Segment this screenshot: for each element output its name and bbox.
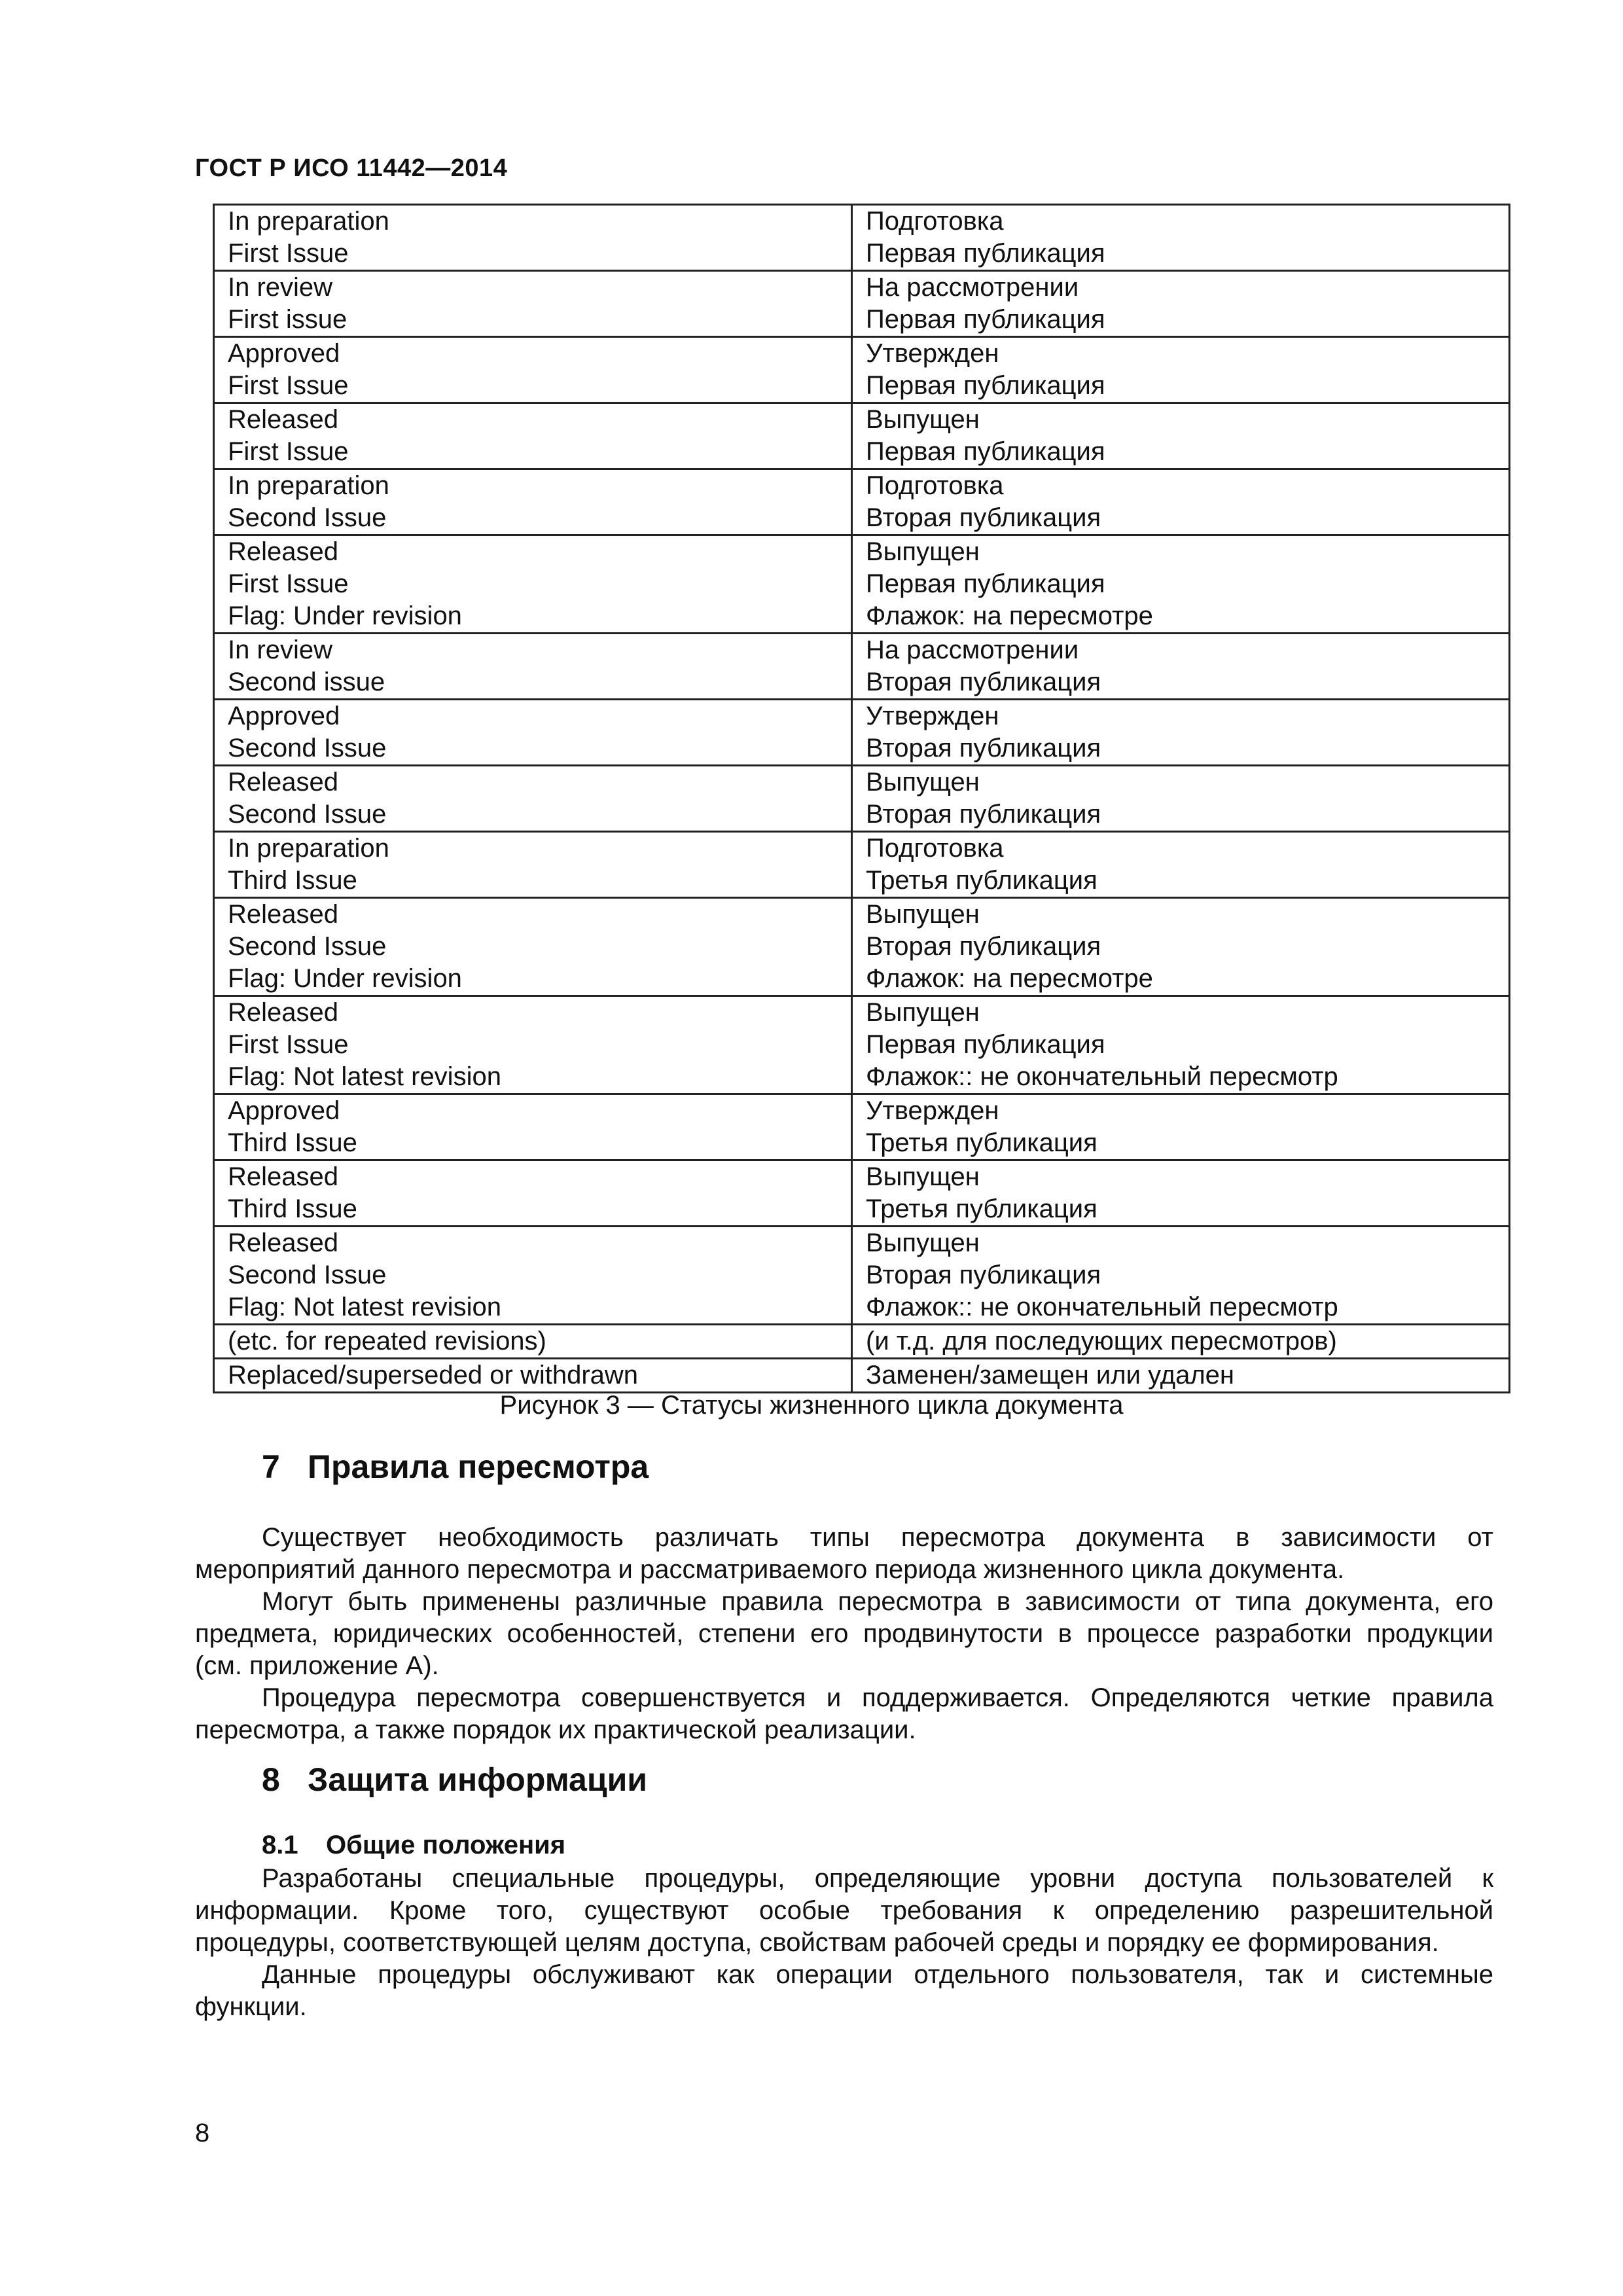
english-status-cell <box>214 469 852 535</box>
table-row <box>214 1359 1510 1393</box>
status-line: Подготовка <box>866 834 1004 863</box>
status-line: Подготовка <box>866 207 1004 236</box>
english-status-cell <box>214 898 852 996</box>
subsection-8-1-number: 8.1 <box>262 1831 298 1859</box>
status-line: In review <box>228 273 333 302</box>
russian-status-cell <box>852 403 1510 469</box>
status-line: Выпущен <box>866 1229 980 1257</box>
paragraph-line: Данные процедуры обслуживают как операции отдельного пользователя, так и системные <box>262 1960 1493 1989</box>
table-row <box>214 1325 1510 1359</box>
table-row <box>214 634 1510 700</box>
english-status-cell <box>214 996 852 1094</box>
section-7-paragraph-1 <box>195 1522 1493 1586</box>
status-line: Second Issue <box>228 734 387 762</box>
status-line: Third Issue <box>228 1128 357 1157</box>
paragraph-line: Могут быть применены различные правила пересмотра в зависимости от типа документа, его <box>262 1587 1493 1616</box>
status-line: Вторая публикация <box>866 1261 1101 1289</box>
status-line: Выпущен <box>866 1162 980 1191</box>
lifecycle-status-table <box>213 204 1510 1393</box>
english-status-cell <box>214 205 852 271</box>
russian-status-cell <box>852 766 1510 832</box>
paragraph-line: Существует необходимость различать типы пересмотра документа в зависимости от <box>262 1523 1493 1552</box>
english-status-cell <box>214 634 852 700</box>
english-status-cell <box>214 1359 852 1393</box>
status-line: Flag: Under revision <box>228 964 462 993</box>
status-line: In review <box>228 636 333 664</box>
status-line: Утвержден <box>866 702 999 730</box>
english-status-cell <box>214 766 852 832</box>
status-line: Second Issue <box>228 800 387 829</box>
russian-status-cell <box>852 996 1510 1094</box>
status-line: Третья публикация <box>866 1194 1097 1223</box>
english-status-cell <box>214 271 852 337</box>
russian-status-cell <box>852 337 1510 403</box>
english-status-cell <box>214 1325 852 1359</box>
status-line: На рассмотрении <box>866 273 1079 302</box>
english-status-cell <box>214 832 852 898</box>
status-line: Флажок: на пересмотре <box>866 964 1153 993</box>
section-7-title: Правила пересмотра <box>308 1448 649 1485</box>
english-status-cell <box>214 337 852 403</box>
english-status-cell <box>214 1094 852 1160</box>
russian-status-cell <box>852 634 1510 700</box>
russian-status-cell <box>852 469 1510 535</box>
table-row <box>214 996 1510 1094</box>
status-line: Первая публикация <box>866 371 1105 400</box>
russian-status-cell <box>852 535 1510 634</box>
status-line: Утвержден <box>866 1096 999 1125</box>
status-line: Третья публикация <box>866 1128 1097 1157</box>
status-line: Third Issue <box>228 1194 357 1223</box>
paragraph-line: процедуры, соответствующей целям доступа, свойствам рабочей среды и порядку ее формирования. <box>195 1928 1439 1957</box>
status-line: Флажок: на пересмотре <box>866 601 1153 630</box>
russian-status-cell <box>852 832 1510 898</box>
paragraph-line: мероприятий данного пересмотра и рассматриваемого периода жизненного цикла документа. <box>195 1555 1345 1584</box>
status-line: Флажок:: не окончательный пересмотр <box>866 1062 1338 1091</box>
status-table-body <box>214 205 1510 1393</box>
paragraph-line: Разработаны специальные процедуры, определяющие уровни доступа пользователей к <box>262 1864 1493 1893</box>
section-8-paragraph-2 <box>195 1959 1493 2023</box>
status-line: (etc. for repeated revisions) <box>228 1327 546 1355</box>
status-line: First Issue <box>228 437 349 466</box>
russian-status-cell <box>852 898 1510 996</box>
status-line: Вторая публикация <box>866 800 1101 829</box>
status-line: Выпущен <box>866 768 980 797</box>
status-line: Выпущен <box>866 405 980 434</box>
status-line: Released <box>228 405 339 434</box>
table-row <box>214 898 1510 996</box>
status-line: (и т.д. для последующих пересмотров) <box>866 1327 1337 1355</box>
table-row <box>214 766 1510 832</box>
paragraph-line: (см. приложение А). <box>195 1651 439 1680</box>
russian-status-cell <box>852 700 1510 766</box>
status-line: In preparation <box>228 471 389 500</box>
russian-status-cell <box>852 1359 1510 1393</box>
page-number: 8 <box>195 2119 210 2147</box>
subsection-8-1-title: Общие положения <box>326 1831 566 1859</box>
status-line: Released <box>228 1162 339 1191</box>
status-line: Первая публикация <box>866 437 1105 466</box>
status-line: Released <box>228 1229 339 1257</box>
russian-status-cell <box>852 1094 1510 1160</box>
status-line: In preparation <box>228 207 389 236</box>
subsection-8-1-heading <box>262 1831 565 1860</box>
status-line: Выпущен <box>866 998 980 1027</box>
status-line: Выпущен <box>866 900 980 929</box>
table-row <box>214 700 1510 766</box>
table-row <box>214 1160 1510 1227</box>
paragraph-line: пересмотра, а также порядок их практической реализации. <box>195 1715 916 1744</box>
status-line: Approved <box>228 339 340 368</box>
table-row <box>214 403 1510 469</box>
table-row <box>214 205 1510 271</box>
english-status-cell <box>214 403 852 469</box>
status-line: First Issue <box>228 239 349 268</box>
status-line: Первая публикация <box>866 239 1105 268</box>
status-line: Первая публикация <box>866 1030 1105 1059</box>
section-7-paragraph-3 <box>195 1682 1493 1746</box>
status-line: In preparation <box>228 834 389 863</box>
table-row <box>214 1094 1510 1160</box>
status-line: Second Issue <box>228 932 387 961</box>
russian-status-cell <box>852 1227 1510 1325</box>
paragraph-line: функции. <box>195 1992 307 2021</box>
english-status-cell <box>214 1227 852 1325</box>
status-line: Вторая публикация <box>866 503 1101 532</box>
status-line: Released <box>228 768 339 797</box>
section-8-title: Защита информации <box>308 1761 648 1798</box>
status-line: Replaced/superseded or withdrawn <box>228 1361 639 1390</box>
status-line: First Issue <box>228 569 349 598</box>
table-row <box>214 535 1510 634</box>
section-7-heading <box>262 1448 649 1486</box>
status-line: Approved <box>228 702 340 730</box>
status-line: Третья публикация <box>866 866 1097 895</box>
standard-code-header: ГОСТ Р ИСО 11442—2014 <box>195 154 508 182</box>
status-line: Выпущен <box>866 537 980 566</box>
russian-status-cell <box>852 1325 1510 1359</box>
status-line: Flag: Not latest revision <box>228 1062 501 1091</box>
status-line: Flag: Not latest revision <box>228 1293 501 1321</box>
table-row <box>214 832 1510 898</box>
russian-status-cell <box>852 205 1510 271</box>
paragraph-line: предмета, юридических особенностей, степени его продвинутости в процессе разработки продукции <box>195 1619 1493 1648</box>
status-line: Second issue <box>228 668 385 696</box>
status-line: Second Issue <box>228 1261 387 1289</box>
russian-status-cell <box>852 271 1510 337</box>
english-status-cell <box>214 700 852 766</box>
status-line: Released <box>228 900 339 929</box>
table-row <box>214 469 1510 535</box>
english-status-cell <box>214 535 852 634</box>
status-line: Flag: Under revision <box>228 601 462 630</box>
status-line: Первая публикация <box>866 569 1105 598</box>
status-line: Second Issue <box>228 503 387 532</box>
status-line: Вторая публикация <box>866 932 1101 961</box>
status-line: First issue <box>228 305 348 334</box>
status-line: Первая публикация <box>866 305 1105 334</box>
russian-status-cell <box>852 1160 1510 1227</box>
status-line: First Issue <box>228 1030 349 1059</box>
status-line: Утвержден <box>866 339 999 368</box>
section-7-number: 7 <box>262 1448 280 1485</box>
status-line: Released <box>228 998 339 1027</box>
status-line: Флажок:: не окончательный пересмотр <box>866 1293 1338 1321</box>
section-7-paragraph-2 <box>195 1586 1493 1682</box>
status-line: Подготовка <box>866 471 1004 500</box>
figure-caption: Рисунок 3 — Статусы жизненного цикла документа <box>499 1391 1124 1420</box>
status-line: Вторая публикация <box>866 668 1101 696</box>
status-line: Third Issue <box>228 866 357 895</box>
paragraph-line: информации. Кроме того, существуют особые требования к определению разрешительной <box>195 1896 1493 1925</box>
status-line: Approved <box>228 1096 340 1125</box>
paragraph-line: Процедура пересмотра совершенствуется и поддерживается. Определяются четкие правила <box>262 1683 1493 1712</box>
section-8-heading <box>262 1761 647 1799</box>
status-line: Released <box>228 537 339 566</box>
status-line: Вторая публикация <box>866 734 1101 762</box>
table-row <box>214 271 1510 337</box>
status-line: First Issue <box>228 371 349 400</box>
table-row <box>214 1227 1510 1325</box>
english-status-cell <box>214 1160 852 1227</box>
status-line: На рассмотрении <box>866 636 1079 664</box>
table-row <box>214 337 1510 403</box>
section-8-paragraph-1 <box>195 1863 1493 1959</box>
status-line: Заменен/замещен или удален <box>866 1361 1235 1390</box>
section-8-number: 8 <box>262 1761 280 1798</box>
